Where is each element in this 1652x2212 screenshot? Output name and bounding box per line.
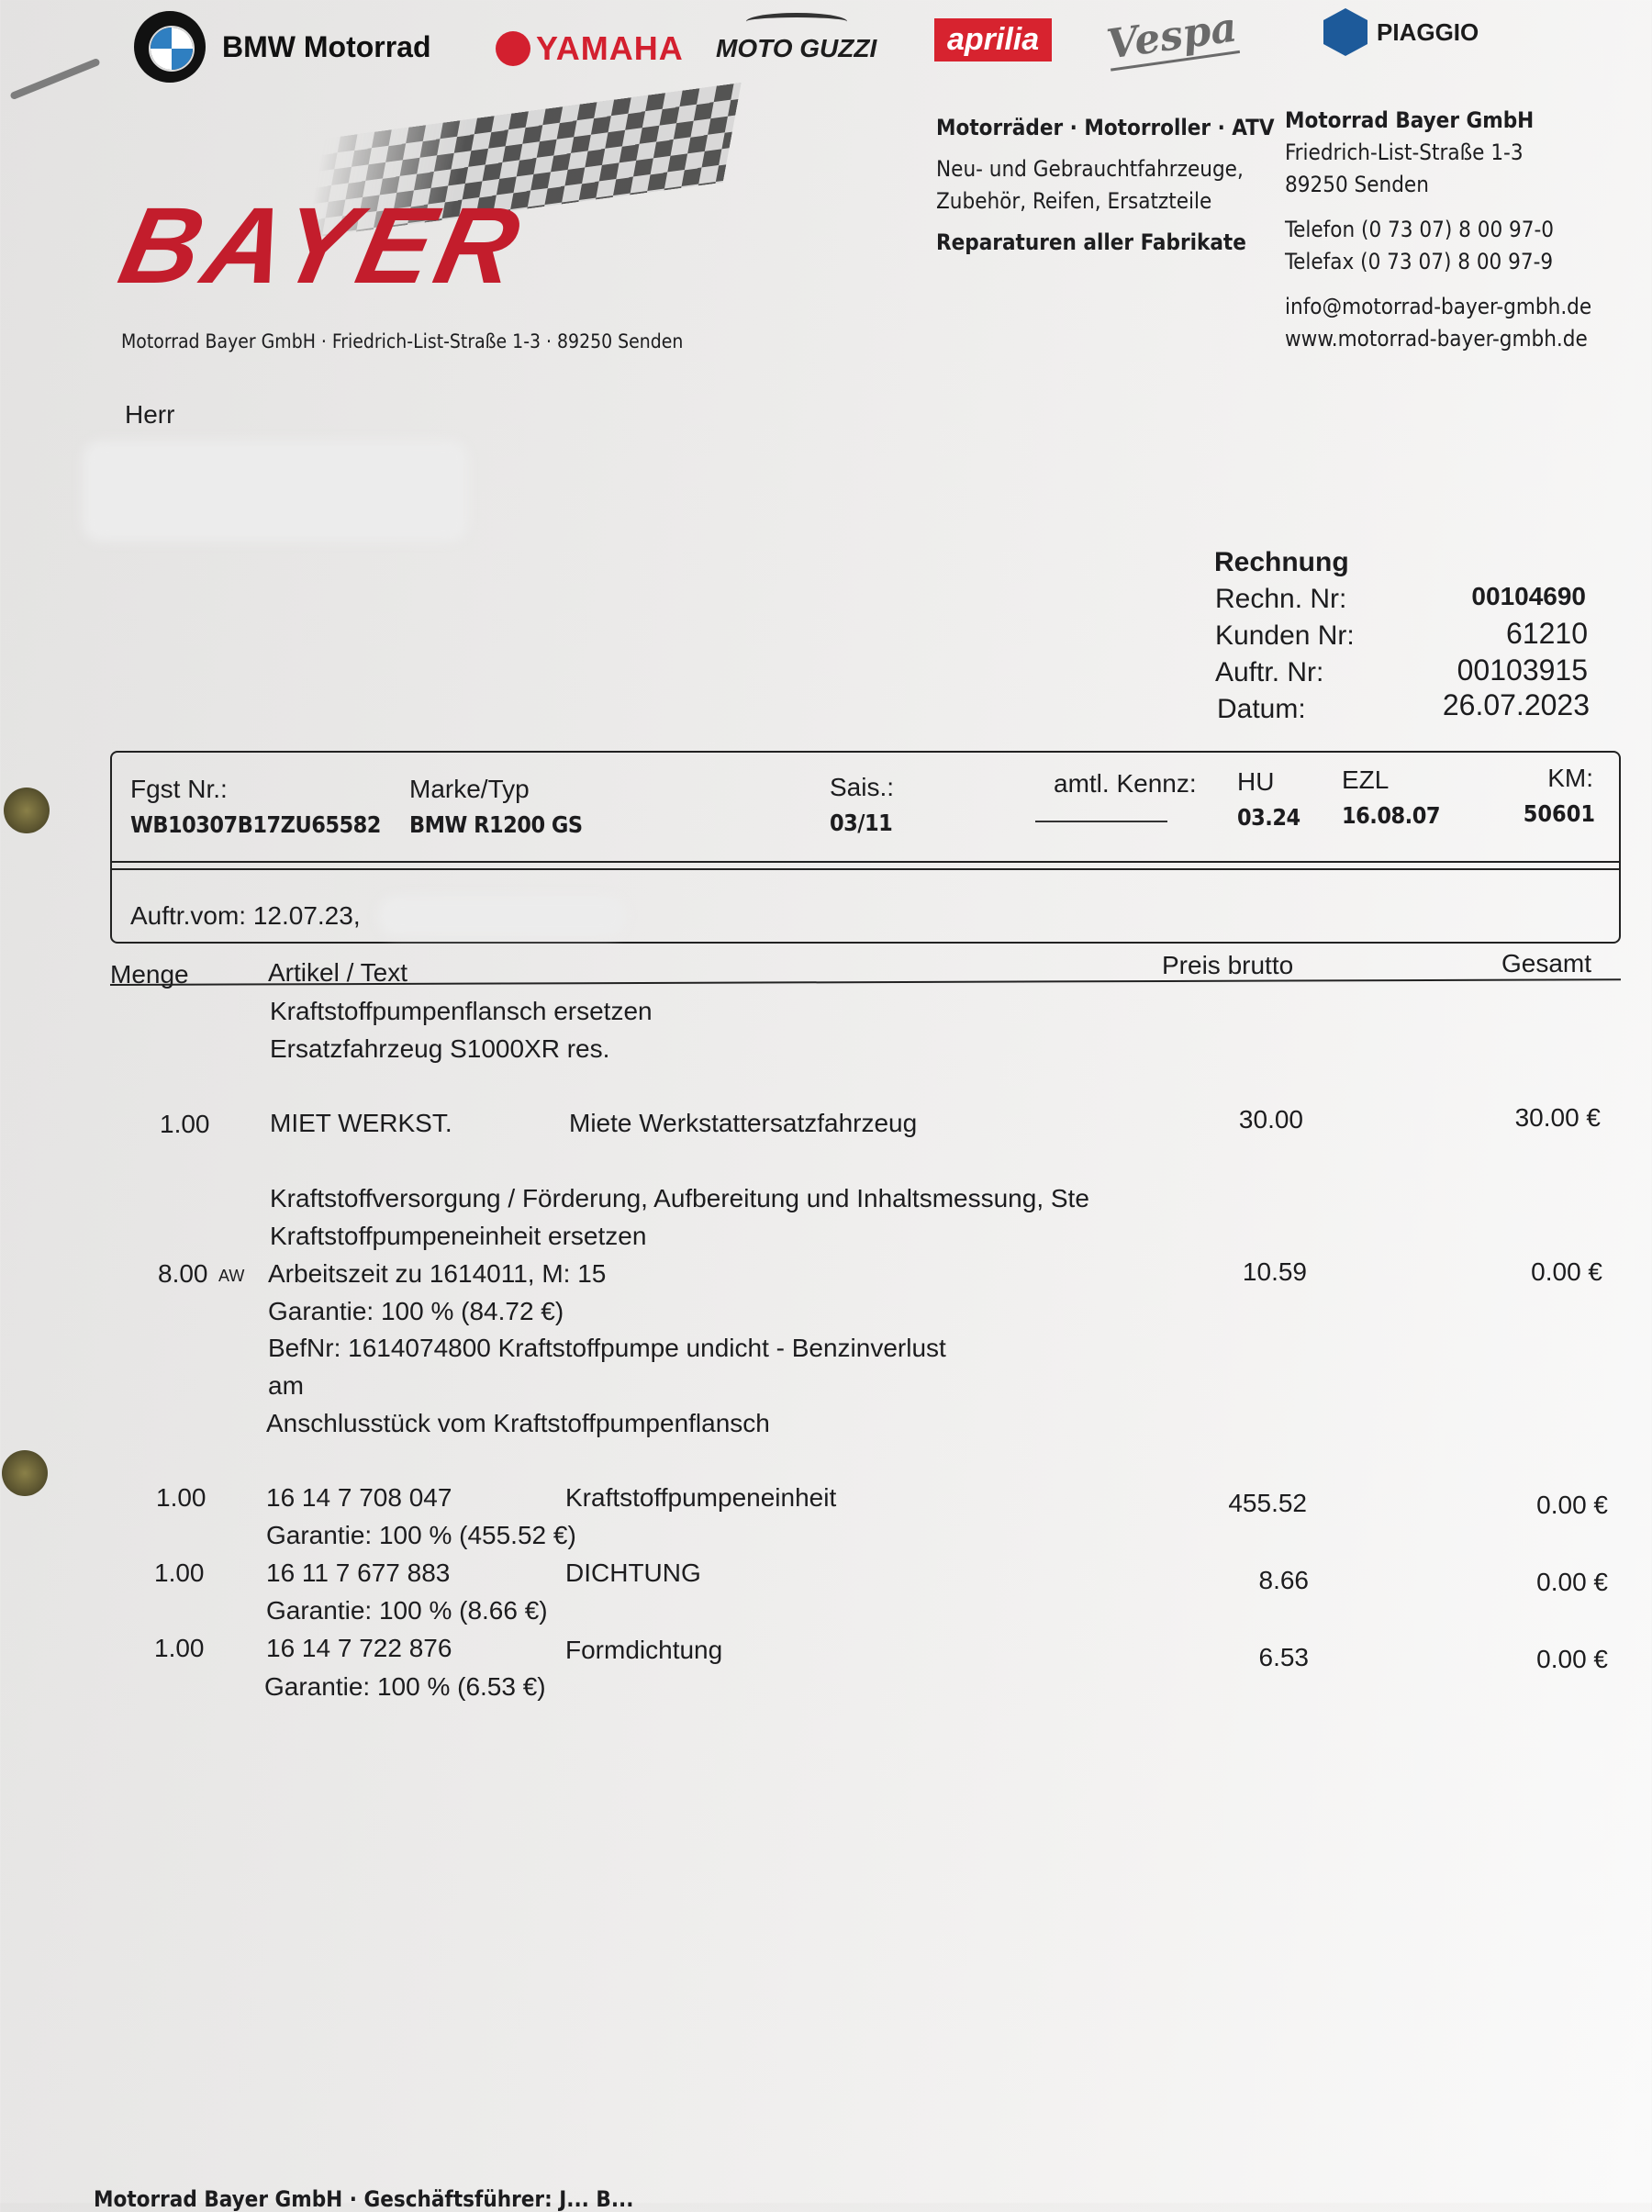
pen-mark xyxy=(9,58,100,100)
item-4-qty: 1.00 xyxy=(154,1558,205,1587)
tagline-line-2: Neu- und Gebrauchtfahrzeuge, xyxy=(936,156,1244,182)
item-1-desc: Miete Werkstattersatzfahrzeug xyxy=(569,1109,918,1137)
item-2-text-1: Kraftstoffversorgung / Förderung, Aufbereitung und Inhaltsmessung, Ste xyxy=(270,1184,1089,1212)
item-4-code: 16 11 7 677 883 xyxy=(266,1558,451,1587)
sais-value: 03/11 xyxy=(830,810,893,836)
item-2-text-7: Anschlusstück vom Kraftstoffpumpenflansch xyxy=(266,1409,770,1437)
kennz-value-redacted xyxy=(1035,817,1167,822)
tagline-line-1: Motorräder · Motorroller · ATV xyxy=(936,115,1275,140)
bmw-brand-label: BMW Motorrad xyxy=(222,29,431,63)
auftr-nr-value: 00103915 xyxy=(1457,654,1588,687)
bmw-roundel-icon xyxy=(134,11,206,83)
col-header-artikel: Artikel / Text xyxy=(268,958,407,987)
dealer-tagline xyxy=(936,112,1275,259)
item-2-text-3: Arbeitszeit zu 1614011, M: 15 xyxy=(268,1259,607,1288)
item-3-total: 0.00 € xyxy=(1536,1491,1608,1519)
vehicle-box-rule-top xyxy=(112,861,1619,863)
km-value: 50601 xyxy=(1523,800,1595,827)
moto-guzzi-brand xyxy=(716,13,876,77)
rechn-nr-label: Rechn. Nr: xyxy=(1215,584,1347,614)
hu-label: HU xyxy=(1237,767,1275,796)
dealer-address xyxy=(1285,105,1591,355)
item-2-qty: 8.00 xyxy=(158,1259,208,1288)
item-5-code: 16 14 7 722 876 xyxy=(266,1634,452,1662)
dealer-web: www.motorrad-bayer-gmbh.de xyxy=(1285,326,1588,352)
item-5-total: 0.00 € xyxy=(1536,1645,1608,1673)
item-5-price: 6.53 xyxy=(1258,1643,1309,1671)
order-line: Auftr.vom: 12.07.23, xyxy=(130,901,361,930)
tagline-line-3: Zubehör, Reifen, Ersatzteile xyxy=(936,188,1212,214)
item-2-text-6: am xyxy=(268,1371,304,1400)
item-3-note: Garantie: 100 % (455.52 €) xyxy=(266,1521,576,1549)
item-1-price: 30.00 xyxy=(1238,1105,1303,1134)
aprilia-brand-label: aprilia xyxy=(934,18,1052,61)
kunden-nr-label: Kunden Nr: xyxy=(1215,620,1355,651)
datum-value: 26.07.2023 xyxy=(1442,688,1590,721)
col-header-preis: Preis brutto xyxy=(1162,951,1294,979)
yamaha-brand-label: YAMAHA xyxy=(536,29,684,67)
dealer-city: 89250 Senden xyxy=(1285,172,1429,197)
item-5-qty: 1.00 xyxy=(154,1634,205,1662)
item-1-total: 30.00 € xyxy=(1514,1103,1601,1132)
yamaha-brand xyxy=(496,17,684,81)
item-1-code: MIET WERKST. xyxy=(270,1109,452,1137)
punch-hole-bottom xyxy=(2,1450,48,1496)
recipient-salutation: Herr xyxy=(125,400,175,429)
ezl-label: EZL xyxy=(1342,765,1390,794)
item-3-desc: Kraftstoffpumpeneinheit xyxy=(565,1483,837,1512)
dealer-email: info@motorrad-bayer-gmbh.de xyxy=(1285,294,1592,319)
piaggio-brand xyxy=(1323,0,1479,64)
intro-line-1: Kraftstoffpumpenflansch ersetzen xyxy=(270,997,653,1025)
sais-label: Sais.: xyxy=(830,773,895,801)
item-2-total: 0.00 € xyxy=(1531,1257,1602,1286)
fgst-label: Fgst Nr.: xyxy=(130,775,228,803)
item-2-text-4: Garantie: 100 % (84.72 €) xyxy=(268,1297,564,1325)
item-2-text-5: BefNr: 1614074800 Kraftstoffpumpe undicht - Benzinverlust xyxy=(268,1334,946,1362)
item-4-note: Garantie: 100 % (8.66 €) xyxy=(266,1596,548,1625)
item-3-price: 455.52 xyxy=(1228,1489,1307,1517)
marke-label: Marke/Typ xyxy=(409,775,530,803)
vehicle-box-rule-bottom xyxy=(112,868,1619,870)
bayer-logo-text: BAYER xyxy=(109,185,535,307)
intro-line-2: Ersatzfahrzeug S1000XR res. xyxy=(270,1034,610,1063)
tagline-line-4: Reparaturen aller Fabrikate xyxy=(936,229,1246,255)
piaggio-shield-icon xyxy=(1323,8,1367,56)
ezl-value: 16.08.07 xyxy=(1342,802,1440,829)
item-2-unit: AW xyxy=(218,1267,245,1285)
invoice-title: Rechnung xyxy=(1214,547,1349,577)
order-line-redacted xyxy=(378,896,626,936)
item-2-text-2: Kraftstoffpumpeneinheit ersetzen xyxy=(270,1222,647,1250)
dealer-fax: Telefax (0 73 07) 8 00 97-9 xyxy=(1285,249,1554,274)
marke-value: BMW R1200 GS xyxy=(409,811,583,838)
auftr-nr-label: Auftr. Nr: xyxy=(1215,657,1324,687)
col-header-gesamt: Gesamt xyxy=(1501,949,1592,978)
col-header-menge: Menge xyxy=(110,960,189,989)
vespa-brand xyxy=(1103,4,1240,70)
sender-line: Motorrad Bayer GmbH · Friedrich-List-Straße 1-3 · 89250 Senden xyxy=(121,330,684,352)
piaggio-brand-label: PIAGGIO xyxy=(1377,17,1479,46)
item-1-qty: 1.00 xyxy=(160,1110,210,1138)
item-4-desc: DICHTUNG xyxy=(565,1558,701,1587)
item-4-total: 0.00 € xyxy=(1536,1568,1608,1596)
dealer-street: Friedrich-List-Straße 1-3 xyxy=(1285,140,1524,165)
km-label: KM: xyxy=(1547,764,1593,792)
rechn-nr-value: 00104690 xyxy=(1471,582,1586,610)
datum-label: Datum: xyxy=(1217,694,1306,724)
item-3-code: 16 14 7 708 047 xyxy=(266,1483,452,1512)
hu-value: 03.24 xyxy=(1237,804,1300,831)
recipient-address-redacted xyxy=(83,441,468,542)
item-3-qty: 1.00 xyxy=(156,1483,206,1512)
aprilia-brand xyxy=(934,7,1052,72)
vespa-brand-label: Vespa xyxy=(1104,4,1240,71)
moto-guzzi-brand-label: MOTO GUZZI xyxy=(716,34,877,62)
yamaha-tuning-fork-icon xyxy=(496,31,530,66)
item-5-desc: Formdichtung xyxy=(565,1636,723,1664)
item-5-note: Garantie: 100 % (6.53 €) xyxy=(264,1672,546,1701)
bmw-brand xyxy=(134,15,431,79)
footer-line: Motorrad Bayer GmbH · Geschäftsführer: J... B... xyxy=(94,2186,634,2212)
kennz-label: amtl. Kennz: xyxy=(1054,769,1197,798)
kunden-nr-value: 61210 xyxy=(1506,617,1588,650)
moto-guzzi-eagle-icon xyxy=(746,13,847,30)
dealer-name: Motorrad Bayer GmbH xyxy=(1285,107,1535,133)
item-2-price: 10.59 xyxy=(1242,1257,1307,1286)
item-4-price: 8.66 xyxy=(1258,1566,1309,1594)
dealer-phone: Telefon (0 73 07) 8 00 97-0 xyxy=(1285,217,1555,242)
punch-hole-top xyxy=(4,788,50,833)
fgst-value: WB10307B17ZU65582 xyxy=(130,811,381,838)
